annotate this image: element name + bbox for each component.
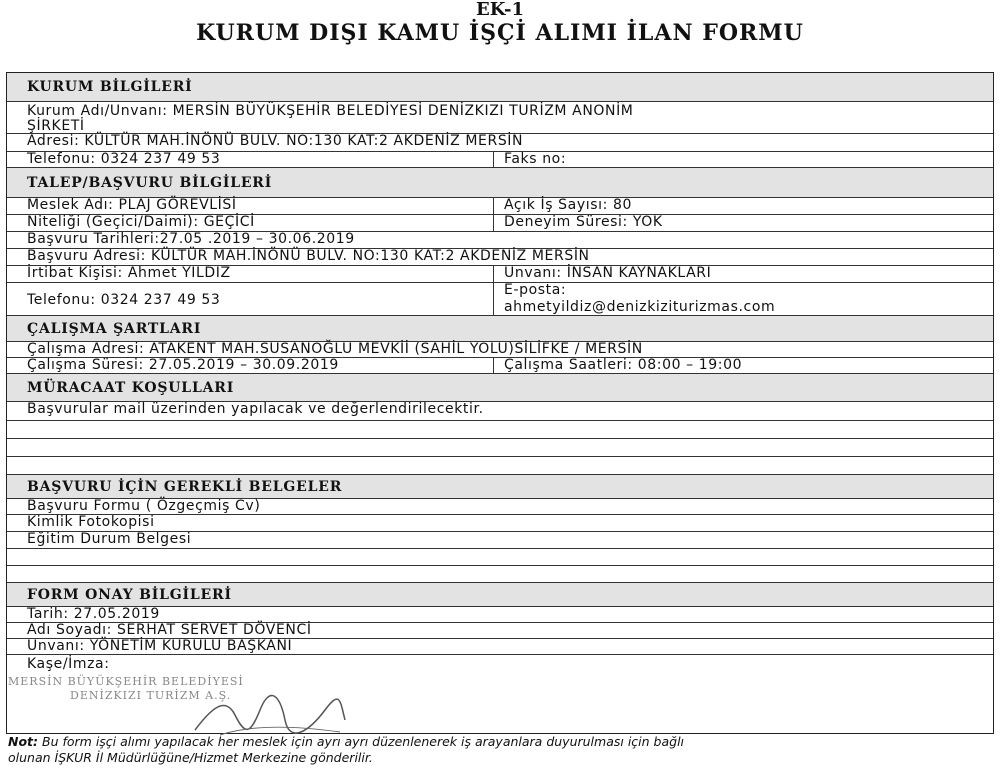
muracaat-empty-row: [7, 421, 993, 439]
belge-empty-row: [7, 549, 993, 566]
kurum-unvan-line2: ŞİRKETİ: [27, 118, 85, 134]
talep-adres: Başvuru Adresi: KÜLTÜR MAH.İNÖNÜ BULV. NO:130 KAT:2 AKDENİZ MERSİN: [7, 249, 993, 266]
footer-note: [8, 734, 998, 766]
calisma-saatler: Çalışma Saatleri: 08:00 – 19:00: [493, 358, 742, 373]
kurum-telefon: Telefonu: 0324 237 49 53: [27, 151, 221, 167]
talep-eposta-cell: [493, 283, 775, 315]
section-talep-heading: TALEP/BAŞVURU BİLGİLERİ: [7, 168, 993, 198]
talep-nitelik-row: [7, 215, 993, 232]
muracaat-empty-row: [7, 439, 993, 457]
note-line2: olunan İŞKUR İl Müdürlüğüne/Hizmet Merkezine gönderilir.: [8, 750, 373, 765]
section-kurum-heading: KURUM BİLGİLERİ: [7, 73, 993, 102]
talep-acik-is: Açık İş Sayısı: 80: [493, 198, 632, 214]
kurum-telefon-row: [7, 152, 993, 168]
onay-tarih: Tarih: 27.05.2019: [7, 607, 993, 623]
talep-meslek-row: [7, 198, 993, 215]
muracaat-text: Başvurular mail üzerinden yapılacak ve değerlendirilecektir.: [7, 402, 993, 421]
form-code: EK-1: [475, 0, 525, 20]
form-title: KURUM DIŞI KAMU İŞÇİ ALIMI İLAN FORMU: [196, 20, 804, 46]
belge-item: Eğitim Durum Belgesi: [7, 532, 993, 549]
stamp-line2: DENİZKIZI TURİZM A.Ş.: [70, 689, 232, 702]
talep-irtibat-row: [7, 266, 993, 283]
signature-icon: [190, 690, 350, 740]
talep-niteligi: Niteliği (Geçici/Daimi): GEÇİCİ: [27, 214, 255, 230]
belge-item: Kimlik Fotokopisi: [7, 515, 993, 532]
talep-tarihler: Başvuru Tarihleri:27.05 .2019 – 30.06.2019: [7, 232, 993, 249]
muracaat-empty-row: [7, 457, 993, 475]
calisma-adres: Çalışma Adresi: ATAKENT MAH.SUSANOĞLU MEVKİİ (SAHİL YOLU)SİLİFKE / MERSİN: [7, 342, 993, 358]
talep-iletisim-row: [7, 283, 993, 316]
calisma-sure: Çalışma Süresi: 27.05.2019 – 30.09.2019: [27, 357, 339, 373]
onay-kase: Kaşe/İmza:: [27, 656, 110, 672]
section-calisma-heading: ÇALIŞMA ŞARTLARI: [7, 316, 993, 342]
note-line1: Bu form işçi alımı yapılacak her meslek için ayrı ayrı düzenlenerek iş arayanlara duyurulması için bağlı: [38, 734, 685, 749]
kurum-faks: Faks no:: [493, 152, 566, 167]
talep-unvan: Unvanı: İNSAN KAYNAKLARI: [493, 266, 711, 282]
onay-unvan: Unvanı: YÖNETİM KURULU BAŞKANI: [7, 639, 993, 655]
talep-telefon: Telefonu: 0324 237 49 53: [27, 292, 221, 308]
stamp-line1: MERSİN BÜYÜKŞEHİR BELEDİYESİ: [8, 675, 244, 688]
talep-deneyim: Deneyim Süresi: YOK: [493, 215, 663, 231]
talep-meslek: Meslek Adı: PLAJ GÖREVLİSİ: [27, 197, 237, 213]
form-table: [6, 72, 994, 734]
calisma-sure-row: [7, 358, 993, 374]
section-muracaat-heading: MÜRACAAT KOŞULLARI: [7, 374, 993, 402]
talep-eposta-label: E-posta:: [504, 282, 567, 298]
note-label: Not:: [8, 734, 39, 749]
belge-empty-row: [7, 566, 993, 583]
kurum-unvan-row: [7, 102, 993, 134]
section-belgeler-heading: BAŞVURU İÇİN GEREKLİ BELGELER: [7, 475, 993, 499]
kurum-adres: Adresi: KÜLTÜR MAH.İNÖNÜ BULV. NO:130 KAT:2 AKDENİZ MERSİN: [7, 134, 993, 152]
belge-item: Başvuru Formu ( Özgeçmiş Cv): [7, 499, 993, 515]
talep-eposta: ahmetyildiz@denizkiziturizmas.com: [504, 299, 776, 315]
talep-irtibat: İrtibat Kişisi: Ahmet YILDIZ: [27, 265, 231, 281]
onay-adi: Adı Soyadı: SERHAT SERVET DÖVENCİ: [7, 623, 993, 639]
section-onay-heading: FORM ONAY BİLGİLERİ: [7, 583, 993, 607]
kurum-unvan-line1: Kurum Adı/Unvanı: MERSİN BÜYÜKŞEHİR BELEDİYESİ DENİZKIZI TURİZM ANONİM: [27, 103, 634, 119]
